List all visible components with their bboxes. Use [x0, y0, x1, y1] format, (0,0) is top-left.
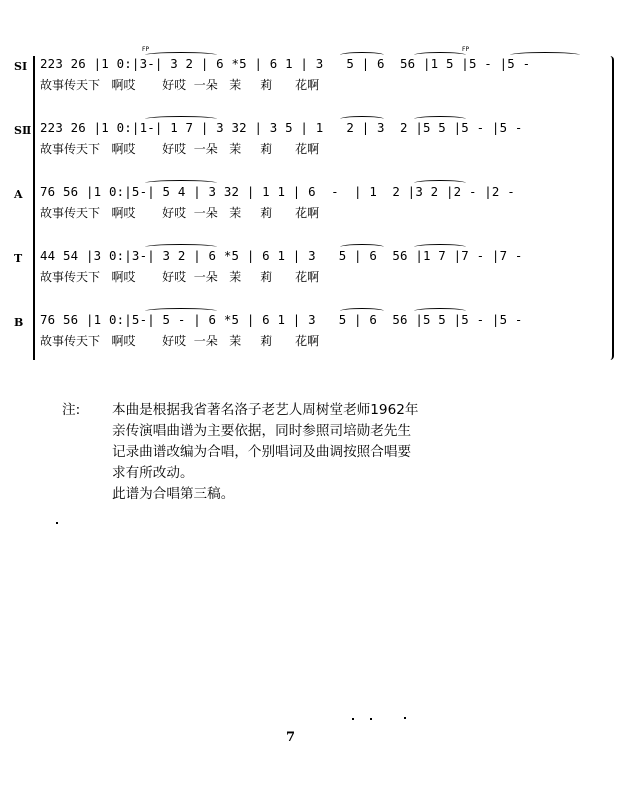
voice-name: T [14, 252, 23, 265]
melody-line: 223 26 |1 0:|3-| 3 2 | 6 *5 | 6 1 | 3 5 | 6 56 |1 5 |5 - |5 - [40, 56, 531, 71]
note-line: 记录曲谱改编为合唱，个别唱词及曲调按照合唱要 [112, 444, 412, 460]
slur-mark [340, 116, 384, 122]
lyrics-line: 故事传天下 啊哎 好哎 一朵 茉 莉 花啊 [40, 334, 320, 348]
slur-mark [145, 244, 217, 250]
lyrics-line: 故事传天下 啊哎 好哎 一朵 茉 莉 花啊 [40, 206, 320, 220]
melody-line: 223 26 |1 0:|1-| 1 7 | 3 32 | 3 5 | 1 2 | 3 2 |5 5 |5 - |5 - [40, 120, 523, 135]
voice-staff-tenor [0, 240, 640, 304]
notes-label: 注: [62, 402, 81, 418]
dynamic-marking: FP [462, 46, 470, 53]
slur-mark [414, 308, 466, 314]
voice-name: A [14, 188, 23, 201]
note-line: 本曲是根据我省著名洛子老艺人周树堂老师1962年 [112, 402, 419, 418]
slur-mark [414, 244, 466, 250]
slur-mark [145, 180, 217, 186]
voice-staff-alto [0, 176, 640, 240]
voice-name: SⅠ [14, 60, 28, 73]
scan-speck [404, 717, 406, 719]
voice-name: B [14, 316, 24, 329]
slur-mark [145, 116, 217, 122]
slur-mark [340, 52, 384, 58]
scan-speck [370, 718, 372, 720]
slur-mark [510, 52, 580, 58]
note-line: 求有所改动。 [112, 465, 194, 481]
slur-mark [145, 308, 217, 314]
notes-body [112, 400, 582, 505]
choral-score [0, 48, 640, 368]
lyrics-line: 故事传天下 啊哎 好哎 一朵 茉 莉 花啊 [40, 270, 320, 284]
melody-line: 76 56 |1 0:|5-| 5 - | 6 *5 | 6 1 | 3 5 | 6 56 |5 5 |5 - |5 - [40, 312, 523, 327]
page-number: 7 [286, 730, 296, 745]
voice-staff-soprano-1 [0, 48, 640, 112]
note-line: 亲传演唱曲谱为主要依据，同时参照司培勋老先生 [112, 423, 412, 439]
scan-speck [56, 522, 58, 524]
voice-staff-bass [0, 304, 640, 368]
note-line: 此谱为合唱第三稿。 [112, 486, 235, 502]
slur-mark [414, 116, 466, 122]
slur-mark [414, 180, 466, 186]
melody-line: 76 56 |1 0:|5-| 5 4 | 3 32 | 1 1 | 6 - | 1 2 |3 2 |2 - |2 - [40, 184, 515, 199]
scan-speck [352, 718, 354, 720]
lyrics-line: 故事传天下 啊哎 好哎 一朵 茉 莉 花啊 [40, 78, 320, 92]
lyrics-line: 故事传天下 啊哎 好哎 一朵 茉 莉 花啊 [40, 142, 320, 156]
dynamic-marking: FP [142, 46, 150, 53]
slur-mark [145, 52, 217, 58]
voice-staff-soprano-2 [0, 112, 640, 176]
melody-line: 44 54 |3 0:|3-| 3 2 | 6 *5 | 6 1 | 3 5 | 6 56 |1 7 |7 - |7 - [40, 248, 523, 263]
slur-mark [340, 244, 384, 250]
voice-name: SⅡ [14, 124, 32, 137]
slur-mark [414, 52, 466, 58]
slur-mark [340, 308, 384, 314]
